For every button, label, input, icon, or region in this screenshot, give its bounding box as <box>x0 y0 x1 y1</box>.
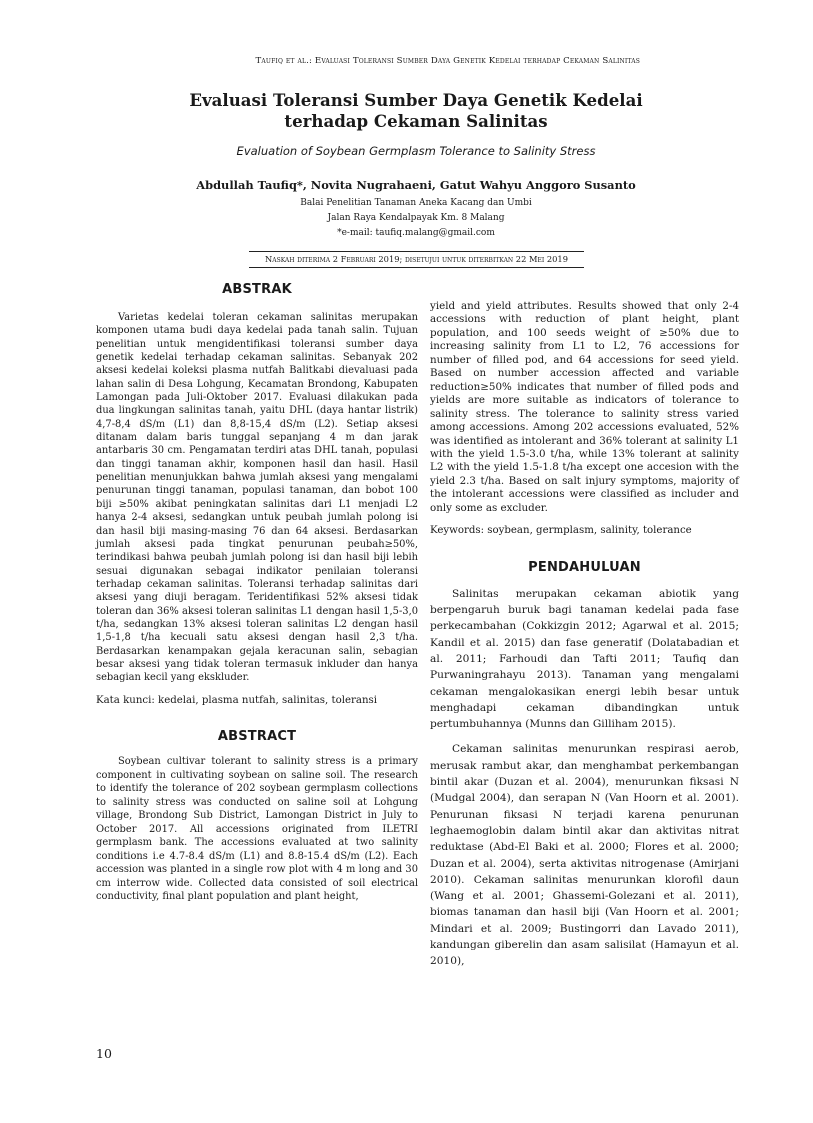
abstrak-heading: ABSTRAK <box>222 282 292 297</box>
intro-paragraph-2: Cekaman salinitas menurunkan respirasi aerob, merusak rambut akar, dan menghambat perkembangan bintil akar (Duzan et al. 2004), menurunkan fiksasi N (Mudgal 2004), dan serapan N (Van Hoorn et al. 2001). Penurunan fiksasi N terjadi karena penurunan leghaemoglobin dalam bintil akar dan aktivitas nitrat reduktase (Abd-El Baki et al. 2000; Flores et al. 2000; Duzan et al. 2004), serta aktivitas nitrogenase (Amirjani 2010). Cekaman salinitas menurunkan klorofil daun (Wang et al. 2001; Ghassemi-Golezani et al. 2011), biomas tanaman dan hasil biji (Van Hoorn et al. 2001; Mindari et al. 2009; Bustingorri dan Lavado 2011), kandungan giberelin dan asam salisilat (Hamayun et al. 2010), <box>430 743 739 968</box>
abstract-body-part2: yield and yield attributes. Results showed that only 2-4 accessions with reduction of plant height, plant population, and 100 seeds weight of ≥50% due to increasing salinity from L1 to L2, 76 accessions for number of filled pod, and 64 accessions for seed yield. Based on number accession affected and variable reduction≥50% indicates that number of filled pods and yields are more suitable as indicators of tolerance to salinity stress. The tolerance to salinity stress varied among accessions. Among 202 accessions evaluated, 52% was identified as intolerant and 36% tolerant at salinity L1 with the yield 1.5-3.0 t/ha, while 13% tolerant at salinity L2 with the yield 1.5-1.8 t/ha except one accesion with the yield 2.3 t/ha. Based on salt injury symptoms, majority of the intolerant accessions were classified as includer and only some as excluder. <box>430 300 739 514</box>
running-head: Taufiq et al.: Evaluasi Toleransi Sumber Daya Genetik Kedelai terhadap Cekaman Salinitas <box>255 56 640 66</box>
affiliation <box>96 196 736 241</box>
article-title <box>96 90 736 132</box>
author-list: Abdullah Taufiq*, Novita Nugrahaeni, Gatut Wahyu Anggoro Susanto <box>196 178 636 192</box>
manuscript-dates: Naskah diterima 2 Februari 2019; disetujui untuk diterbitkan 22 Mei 2019 <box>249 251 584 268</box>
affiliation-institution: Balai Penelitian Tanaman Aneka Kacang dan Umbi <box>300 198 532 208</box>
corresponding-email: *e-mail: taufiq.malang@gmail.com <box>337 228 495 238</box>
right-column <box>430 300 739 970</box>
affiliation-address: Jalan Raya Kendalpayak Km. 8 Malang <box>327 213 505 223</box>
abstrak-body: Varietas kedelai toleran cekaman salinitas merupakan komponen utama budi daya kedelai pada tanah salin. Tujuan penelitian untuk mengidentifikasi toleransi sumber daya genetik kedelai terhadap cekaman salinitas. Sebanyak 202 aksesi kedelai koleksi plasma nutfah Balitkabi dievaluasi pada lahan salin di Desa Lohgung, Kecamatan Brondong, Kabupaten Lamongan pada Juli-Oktober 2017. Evaluasi dilakukan pada dua lingkungan salinitas tanah, yaitu DHL (daya hantar listrik) 4,7-8,4 dS/m (L1) dan 8,8-15,4 dS/m (L2). Setiap aksesi ditanam dalam baris tunggal sepanjang 4 m dan jarak antarbaris 30 cm. Pengamatan terdiri atas DHL tanah, populasi dan tinggi tanaman akhir, komponen hasil dan hasil. Hasil penelitian menunjukkan bahwa jumlah aksesi yang mengalami penurunan tinggi tanaman, populasi tanaman, dan bobot 100 biji ≥50% akibat peningkatan salinitas dari L1 menjadi L2 hanya 2-4 aksesi, sedangkan untuk peubah jumlah polong isi dan hasil biji masing-masing 76 dan 64 aksesi. Berdasarkan jumlah aksesi pada tingkat penurunan peubah≥50%, terindikasi bahwa peubah jumlah polong isi dan hasil biji lebih sesuai digunakan sebagai indikator penilaian toleransi terhadap cekaman salinitas. Toleransi terhadap salinitas dari aksesi yang diuji beragam. Teridentifikasi 52% aksesi tidak toleran dan 36% aksesi toleran salinitas L1 dengan hasil 1,5-3,0 t/ha, sedangkan 13% aksesi toleran salinitas L2 dengan hasil 1,5-1,8 t/ha kecuali satu aksesi dengan hasil 2,3 t/ha. Berdasarkan kenampakan gejala keracunan salin, sebagian besar aksesi yang tidak toleran termasuk inkluder dan hanya sebagian kecil yang ekskluder. <box>96 312 418 684</box>
abstract-heading: ABSTRACT <box>217 729 297 745</box>
english-title: Evaluation of Soybean Germplasm Tolerance to Salinity Stress <box>236 144 596 158</box>
keywords: Keywords: soybean, germplasm, salinity, tolerance <box>430 525 692 537</box>
title-line-1: Evaluasi Toleransi Sumber Daya Genetik Kedelai <box>189 90 643 110</box>
pendahuluan-heading: PENDAHULUAN <box>528 559 641 575</box>
kata-kunci: Kata kunci: kedelai, plasma nutfah, salinitas, toleransi <box>96 694 378 706</box>
intro-paragraph-1: Salinitas merupakan cekaman abiotik yang berpengaruh buruk bagi tanaman kedelai pada fase perkecambahan (Cokkizgin 2012; Agarwal et al. 2015; Kandil et al. 2015) dan fase generatif (Dolatabadian et al. 2011; Farhoudi dan Tafti 2011; Taufiq dan Purwaningrahayu 2013). Tanaman yang mengalami cekaman mengalokasikan energi lebih besar untuk menghadapi cekaman dibandingkan untuk pertumbuhannya (Munns dan Gilliham 2015). <box>430 587 739 731</box>
page-number: 10 <box>96 1046 112 1061</box>
abstract-body-part1: Soybean cultivar tolerant to salinity stress is a primary component in cultivating soybean on saline soil. The research to identify the tolerance of 202 soybean germplasm collections to salinity stress was conducted on saline soil at Lohgung village, Brondong Sub District, Lamongan District in July to October 2017. All accessions originated from ILETRI germplasm bank. The accessions evaluated at two salinity conditions i.e 4.7-8.4 dS/m (L1) and 8.8-15.4 dS/m (L2). Each accession was planted in a single row plot with 4 m long and 30 cm interrow wide. Collected data consisted of soil electrical conductivity, final plant population and plant height, <box>96 756 418 903</box>
left-column <box>96 282 418 904</box>
title-line-2: terhadap Cekaman Salinitas <box>284 111 548 131</box>
